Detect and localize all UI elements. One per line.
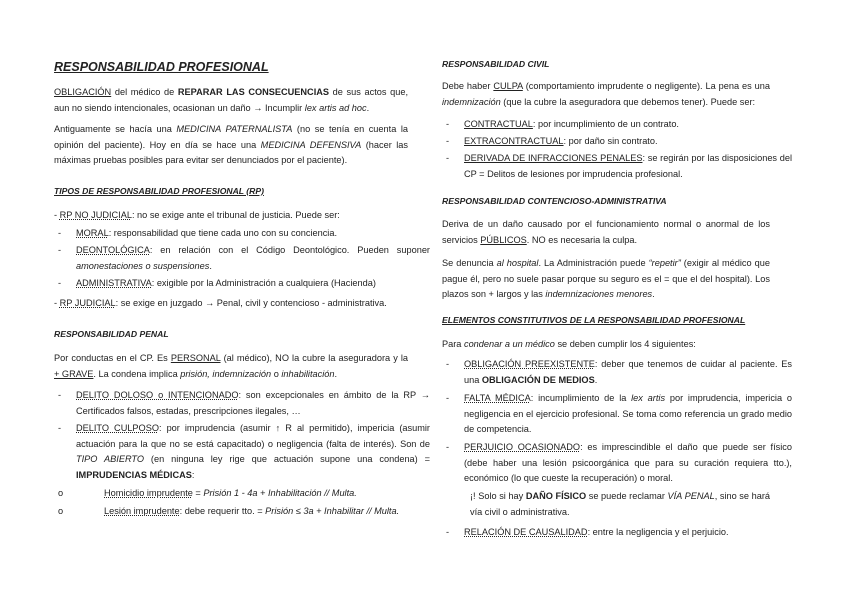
solo-si-note: ¡! Solo si hay DAÑO FÍSICO se puede reclamar VÍA PENAL, sino se hará vía civil o administrativa. [470,491,770,517]
list-item-extracontractual: - EXTRACONTRACTUAL: por daño sin contrato. [442,134,792,150]
term-obligacion: OBLIGACIÓN [54,87,112,97]
list-item-relacion: - RELACIÓN DE CAUSALIDAD: entre la negligencia y el perjuicio. [442,525,792,541]
list-item-deontologica: - DEONTOLÓGICA: en relación con el Código Deontológico. Pueden suponer amonestaciones o suspensiones. [54,243,430,274]
paternalista-paragraph: Antiguamente se hacía una MEDICINA PATERNALISTA (no se tenía en cuenta la opinión del paciente). Hoy en día se hace una MEDICINA DEFENSIVA (hacer las máximas pruebas posibles para evitar ser denunciados por el paciente). [54,124,408,165]
rp-judicial: - RP JUDICIAL: se exige en juzgado → Penal, civil y contencioso - administrativa. [54,298,387,308]
elementos-intro: Para condenar a un médico se deben cumplir los 4 siguientes: [442,339,696,349]
list-item-falta-medica: - FALTA MÉDICA: incumplimiento de la lex artis por imprudencia, impericia o negligencia en el ejercicio profesional. Se toma como referencia un grado medio de competencia. [442,391,792,438]
rp-no-judicial: - RP NO JUDICIAL: no se exige ante el tribunal de justicia. Puede ser: [54,210,340,220]
tipos-heading: TIPOS DE RESPONSABILIDAD PROFESIONAL (RP) [54,186,264,196]
intro-paragraph: OBLIGACIÓN del médico de REPARAR LAS CONSECUENCIAS de sus actos que, aun no siendo intencionales, ocasionan un daño → Incumplir lex artis ad hoc. [54,87,408,113]
list-item-delito-culposo: - DELITO CULPOSO: por imprudencia (asumir ↑ R al permitido), impericia (asumir actuación para la que no se está capacitado) o negligencia (falta de interés). Son de TIPO ABIERTO (en ninguna ley rige que actuación supone una condena) = IMPRUDENCIAS MÉDICAS: [54,421,430,483]
list-item-perjuicio: - PERJUICIO OCASIONADO: es imprescindible el daño que puede ser físico (debe haber una lesión psicoorgánica que para su curación requiera tto.), económico (lo que cueste la recuperación) o moral. [442,440,792,487]
list-item-moral: - MORAL: responsabilidad que tiene cada uno con su conciencia. [54,226,430,242]
contencioso-heading: RESPONSABILIDAD CONTENCIOSO-ADMINISTRATIVA [442,196,667,206]
list-item-delito-doloso: - DELITO DOLOSO o INTENCIONADO: son excepcionales en ámbito de la RP → Certificados falsos, estadas, prescripciones ilegales, … [54,388,430,419]
denuncia-paragraph: Se denuncia al hospital. La Administración puede “repetir” (exigir al médico que pague él, pero no suele pasar porque su seguro es el = que el del hospital). Los plazos son + largos y las indemnizaciones menores. [442,258,770,299]
penal-heading: RESPONSABILIDAD PENAL [54,329,169,339]
elementos-heading: ELEMENTOS CONSTITUTIVOS DE LA RESPONSABILIDAD PROFESIONAL [442,315,746,325]
list-item-homicidio: o Homicidio imprudente = Prisión 1 - 4a + Inhabilitación // Multa. [54,486,408,502]
page-title: RESPONSABILIDAD PROFESIONAL [54,60,269,74]
list-item-derivada: - DERIVADA DE INFRACCIONES PENALES: se regirán por las disposiciones del CP = Delitos de lesiones por imprudencia profesional. [442,151,792,182]
list-item-lesion: o Lesión imprudente: debe requerir tto. = Prisión ≤ 3a + Inhabilitar // Multa. [54,504,408,520]
list-item-obligacion: - OBLIGACIÓN PREEXISTENTE: deber que tenemos de cuidar al paciente. Es una OBLIGACIÓN DE MEDIOS. [442,357,792,388]
penal-intro: Por conductas en el CP. Es PERSONAL (al médico), NO la cubre la aseguradora y la + GRAVE. La condena implica prisión, indemnización o inhabilitación. [54,353,409,379]
contencioso-intro: Deriva de un daño causado por el funcionamiento normal o anormal de los servicios PÚBLICOS. NO es necesaria la culpa. [442,219,770,245]
civil-intro: Debe haber CULPA (comportamiento imprudente o negligente). La pena es una indemnización (que la cubre la aseguradora que debemos tener). Puede ser: [442,81,770,107]
civil-heading: RESPONSABILIDAD CIVIL [442,59,550,69]
list-item-administrativa: - ADMINISTRATIVA: exigible por la Administración a cualquiera (Hacienda) [54,276,430,292]
list-item-contractual: - CONTRACTUAL: por incumplimiento de un contrato. [442,117,792,133]
